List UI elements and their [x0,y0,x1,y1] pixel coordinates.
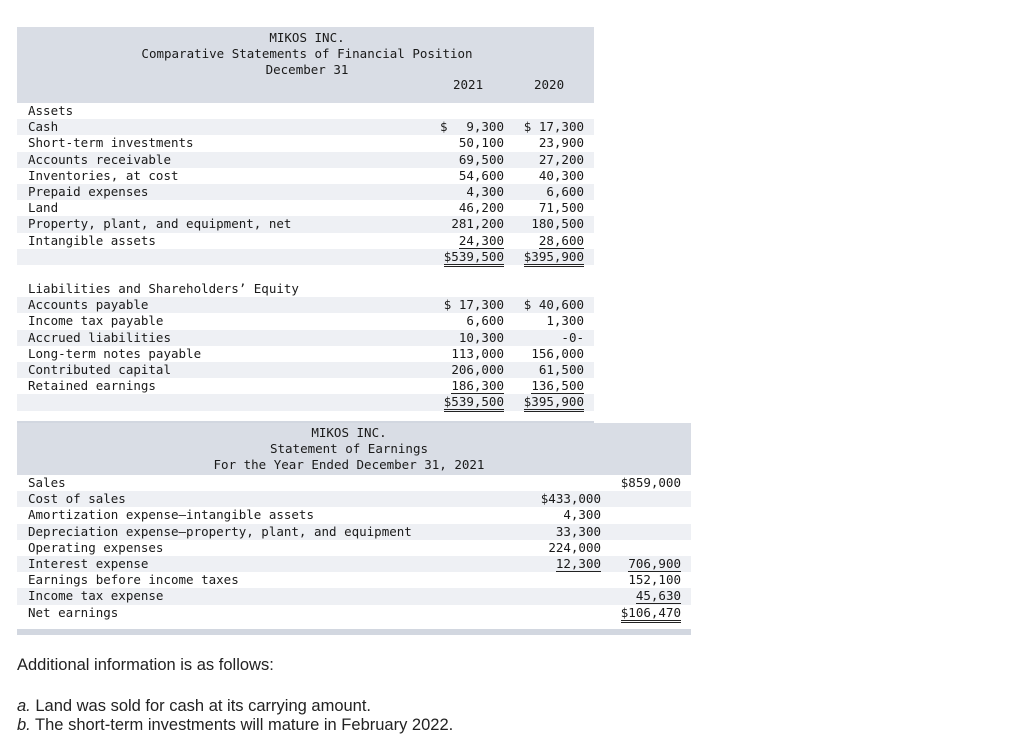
table-row [17,491,691,507]
value-2020: 23,900 [538,135,584,151]
value-2020: -0- [561,329,584,345]
value-detail: 4,300 [563,507,601,523]
table-row [17,330,594,346]
soe-company-name: MIKOS INC. [311,425,387,440]
row-label: Land [28,200,59,216]
spacer-row [17,265,594,281]
table-row [17,524,691,540]
currency-symbol: $ [440,119,448,135]
value-total: $859,000 [620,475,681,490]
liabilities-heading-row [17,281,594,297]
liabilities-rows [17,297,594,410]
note-b [17,716,453,735]
value-2020: 136,500 [531,378,584,394]
table-row [17,507,691,523]
value-2020: 6,600 [546,183,584,199]
value-2020: 180,500 [531,216,584,232]
assets-total-2020: $395,900 [504,249,584,265]
table-row [17,152,594,168]
sfp-title: Comparative Statements of Financial Position [141,46,473,61]
value-total: 45,630 [635,588,681,604]
row-label: Cost of sales [28,491,126,507]
row-label: Depreciation expense—property, plant, and equipment [28,523,412,539]
sfp-year-2020: 2020 [534,77,565,92]
value-2020: 28,600 [538,232,584,248]
value-2021: 24,300 [458,232,504,248]
row-label: Income tax expense [28,588,164,604]
soe-period: For the Year Ended December 31, 2021 [213,457,485,472]
value-2020: 1,300 [546,313,584,329]
assets-total-row [17,249,594,265]
row-label: Earnings before income taxes [28,572,239,588]
additional-information [17,656,453,735]
row-label: Inventories, at cost [28,167,179,183]
sfp-company-name: MIKOS INC. [269,30,345,45]
table-row [17,216,594,232]
table-row [17,184,594,200]
value-2021: 46,200 [458,200,504,216]
table-row [17,378,594,394]
table-row [17,297,594,313]
row-label: Intangible assets [28,232,156,248]
value-2021: 206,000 [451,362,504,377]
sfp-year-2021: 2021 [453,77,484,92]
table-row [17,605,691,621]
table-row [17,200,594,216]
row-label: Contributed capital [28,362,171,377]
value-detail: 33,300 [555,523,601,539]
row-label: Interest expense [28,555,149,571]
assets-heading: Assets [28,103,74,118]
soe-bottom-bar [17,629,691,635]
value-detail: $433,000 [540,491,601,507]
value-detail: 224,000 [548,539,601,555]
value-2020: $ 40,600 [523,297,584,313]
value-detail: 12,300 [555,555,601,571]
value-2020: 156,000 [531,345,584,361]
value-2021: 50,100 [458,135,504,151]
liabilities-heading: Liabilities and Shareholders’ Equity [28,281,299,297]
row-label: Retained earnings [28,378,156,394]
note-b-text: The short-term investments will mature in February 2022. [30,716,454,734]
value-2021: 281,200 [451,216,504,232]
table-row [17,362,594,378]
value-2021: 54,600 [458,167,504,183]
value-2021: 10,300 [458,329,504,345]
sfp-date: December 31 [265,62,349,77]
earnings-statement [17,423,691,635]
value-2021: 6,600 [466,313,504,329]
table-row [17,135,594,151]
note-a [17,697,453,716]
row-label: Accounts receivable [28,151,171,167]
note-a-letter: a. [17,697,31,715]
sfp-header [17,27,594,103]
financial-position-statement [17,27,594,427]
table-row [17,233,594,249]
liabilities-total-2020: $395,900 [504,394,584,410]
value-2021: 69,500 [458,151,504,167]
row-label: Property, plant, and equipment, net [28,216,292,232]
row-label: Short-term investments [28,135,194,151]
value-2021: 186,300 [451,378,504,394]
value-2021: 9,300 [466,119,504,135]
row-label: Sales [28,475,66,490]
row-label: Cash [28,119,59,135]
row-label: Accrued liabilities [28,329,171,345]
row-label: Operating expenses [28,539,164,555]
note-b-letter: b. [17,716,31,734]
row-label: Net earnings [28,604,119,620]
value-2021: 113,000 [451,345,504,361]
table-row [17,346,594,362]
value-2021: $ 17,300 [443,297,504,313]
value-total: 152,100 [628,572,681,588]
note-a-text: Land was sold for cash at its carrying amount. [30,697,372,715]
table-row [17,588,691,604]
value-2021: 4,300 [466,183,504,199]
soe-header [17,423,691,475]
value-2020: 71,500 [538,200,584,216]
value-2020: 27,200 [538,151,584,167]
value-total: 706,900 [628,555,681,571]
notes-intro: Additional information is as follows: [17,656,274,674]
table-row [17,168,594,184]
assets-total-2021: $539,500 [414,249,504,265]
row-label: Amortization expense—intangible assets [28,507,314,523]
table-row [17,540,691,556]
table-row [17,556,691,572]
liabilities-total-2021: $539,500 [414,394,504,410]
assets-heading-row [17,103,594,119]
row-label: Prepaid expenses [28,183,149,199]
row-label: Income tax payable [28,313,164,329]
assets-rows [17,119,594,265]
value-2020: $ 17,300 [523,119,584,135]
row-label: Accounts payable [28,297,149,313]
value-2020: 40,300 [538,167,584,183]
table-row [17,119,594,135]
value-total: $106,470 [601,605,681,621]
table-row [17,572,691,588]
table-row [17,313,594,329]
liabilities-total-row [17,394,594,410]
row-label: Long-term notes payable [28,345,202,361]
table-row [17,475,691,491]
value-2020: 61,500 [538,362,584,377]
soe-title: Statement of Earnings [269,441,429,456]
